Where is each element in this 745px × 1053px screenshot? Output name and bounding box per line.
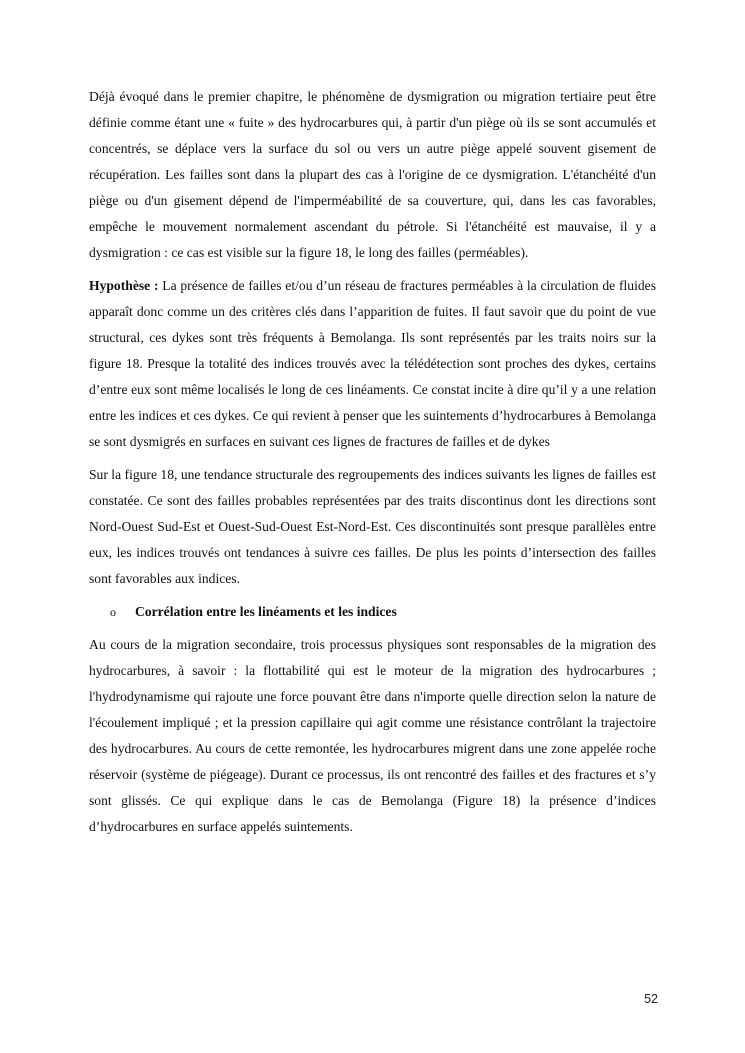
page-body [89, 84, 656, 847]
section-bullet [89, 599, 656, 625]
paragraph-dysmigration-definition: Déjà évoqué dans le premier chapitre, le phénomène de dysmigration ou migration tertiaire peut être définie comme étant une « fuite » des hydrocarbures qui, à partir d'un piège où ils se sont accumulés et concentrés, se déplace vers la surface du sol ou vers un autre piège appelé souvent gisement de récupération. Les failles sont dans la plupart des cas à l'origine de ce dysmigration. L'étanchéité d'un piège ou d'un gisement dépend de l'imperméabilité de sa couverture, qui, dans les cas favorables, empêche le mouvement normalement ascendant du pétrole. Si l'étanchéité est mauvaise, il y a dysmigration : ce cas est visible sur la figure 18, le long des failles (perméables). [89, 89, 656, 260]
hypothesis-label: Hypothèse : [89, 278, 159, 293]
page-number: 52 [644, 992, 658, 1006]
paragraph-hypothesis [89, 273, 656, 455]
paragraph-secondary-migration: Au cours de la migration secondaire, trois processus physiques sont responsables de la migration des hydrocarbures, à savoir : la flottabilité qui est le moteur de la migration des hydrocarbures ; l'hydrodynamisme qui rajoute une force pouvant être dans n'importe quelle direction selon la nature de l'écoulement impliqué ; et la pression capillaire qui agit comme une résistance contrôlant la trajectoire des hydrocarbures. Au cours de cette remontée, les hydrocarbures migrent dans une zone appelée roche réservoir (système de piégeage). Durant ce processus, ils ont rencontré des failles et des fractures et s’y sont glissés. Ce qui explique dans le cas de Bemolanga (Figure 18) la présence d’indices d’hydrocarbures en surface appelés suintements. [89, 637, 656, 834]
hypothesis-text: La présence de failles et/ou d’un réseau de fractures perméables à la circulation de fluides apparaît donc comme un des critères clés dans l’apparition de fuites. Il faut savoir que du point de vue structural, ces dykes sont très fréquents à Bemolanga. Ils sont représentés par les traits noirs sur la figure 18. Presque la totalité des indices trouvés avec la télédétection sont proches des dykes, certains d’entre eux sont même localisés le long de ces linéaments. Ce constat incite à dire qu’il y a une relation entre les indices et ces dykes. Ce qui revient à penser que les suintements d’hydrocarbures à Bemolanga se sont dysmigrés en surfaces en suivant ces lignes de fractures de failles et de dykes [89, 278, 656, 449]
section-heading: Corrélation entre les linéaments et les indices [135, 604, 397, 619]
circle-bullet-icon: o [110, 605, 116, 619]
paragraph-structural-trend: Sur la figure 18, une tendance structurale des regroupements des indices suivants les lignes de failles est constatée. Ce sont des failles probables représentées par des traits discontinus dont les directions sont Nord-Ouest Sud-Est et Ouest-Sud-Ouest Est-Nord-Est. Ces discontinuités sont presque parallèles entre eux, les indices trouvés ont tendances à suivre ces failles. De plus les points d’intersection des failles sont favorables aux indices. [89, 467, 656, 586]
